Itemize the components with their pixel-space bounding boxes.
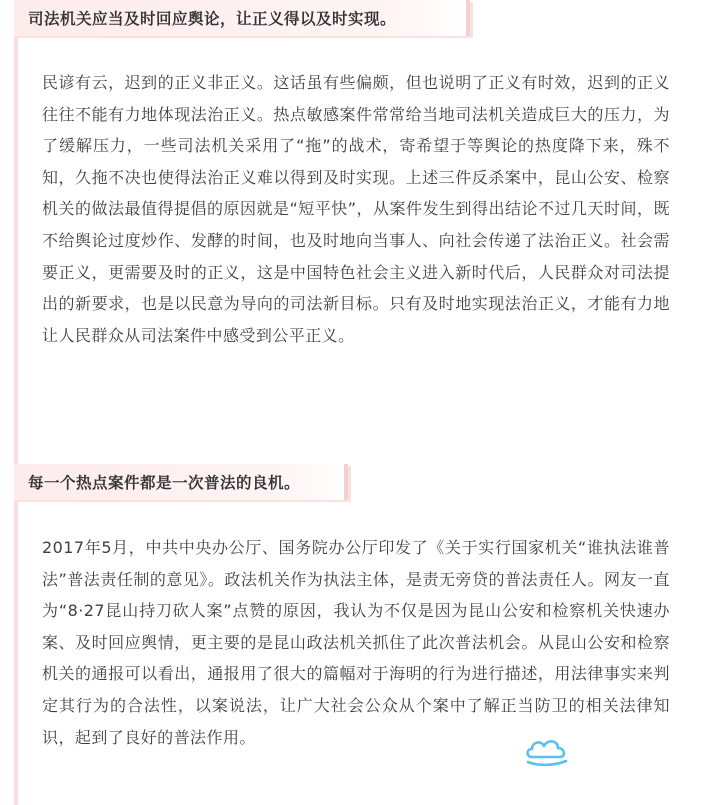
cloud-icon [524, 735, 570, 769]
section-2-left-rule [14, 500, 18, 805]
section-heading-1-text: 司法机关应当及时回应舆论，让正义得以及时实现。 [28, 10, 397, 28]
section-1-left-rule [14, 36, 18, 464]
section-heading-1 [14, 0, 470, 36]
section-heading-2 [14, 464, 348, 500]
section-2-paragraph: 2017年5月，中共中央办公厅、国务院办公厅印发了《关于实行国家机关“谁执法谁普法”普法责任制的意见》。政法机关作为执法主体，是责无旁贷的普法责任人。网友一直为“8·27昆山持刀砍人案”点赞的原因，我认为不仅是因为昆山公安和检察机关快速办案、及时回应舆情，更主要的是昆山政法机关抓住了此次普法机会。从昆山公安和检察机关的通报可以看出，通报用了很大的篇幅对于海明的行为进行描述，用法律事实来判定其行为的合法性，以案说法，让广大社会公众从个案中了解正当防卫的相关法律知识，起到了良好的普法作用。 [42, 538, 670, 747]
section-heading-2-text: 每一个热点案件都是一次普法的良机。 [28, 474, 301, 492]
section-1-paragraph: 民谚有云，迟到的正义非正义。这话虽有些偏颇，但也说明了正义有时效，迟到的正义往往不能有力地体现法治正义。热点敏感案件常常给当地司法机关造成巨大的压力，为了缓解压力，一些司法机关采用了“拖”的战术，寄希望于等舆论的热度降下来，殊不知，久拖不决也使得法治正义难以得到及时实现。上述三件反杀案中，昆山公安、检察机关的做法最值得提倡的原因就是“短平快”，从案件发生到得出结论不过几天时间，既不给舆论过度炒作、发酵的时间，也及时地向当事人、向社会传递了法治正义。社会需要正义，更需要及时的正义，这是中国特色社会主义进入新时代后，人民群众对司法提出的新要求，也是以民意为导向的司法新目标。只有及时地实现法治正义，才能有力地让人民群众从司法案件中感受到公平正义。 [42, 73, 670, 345]
